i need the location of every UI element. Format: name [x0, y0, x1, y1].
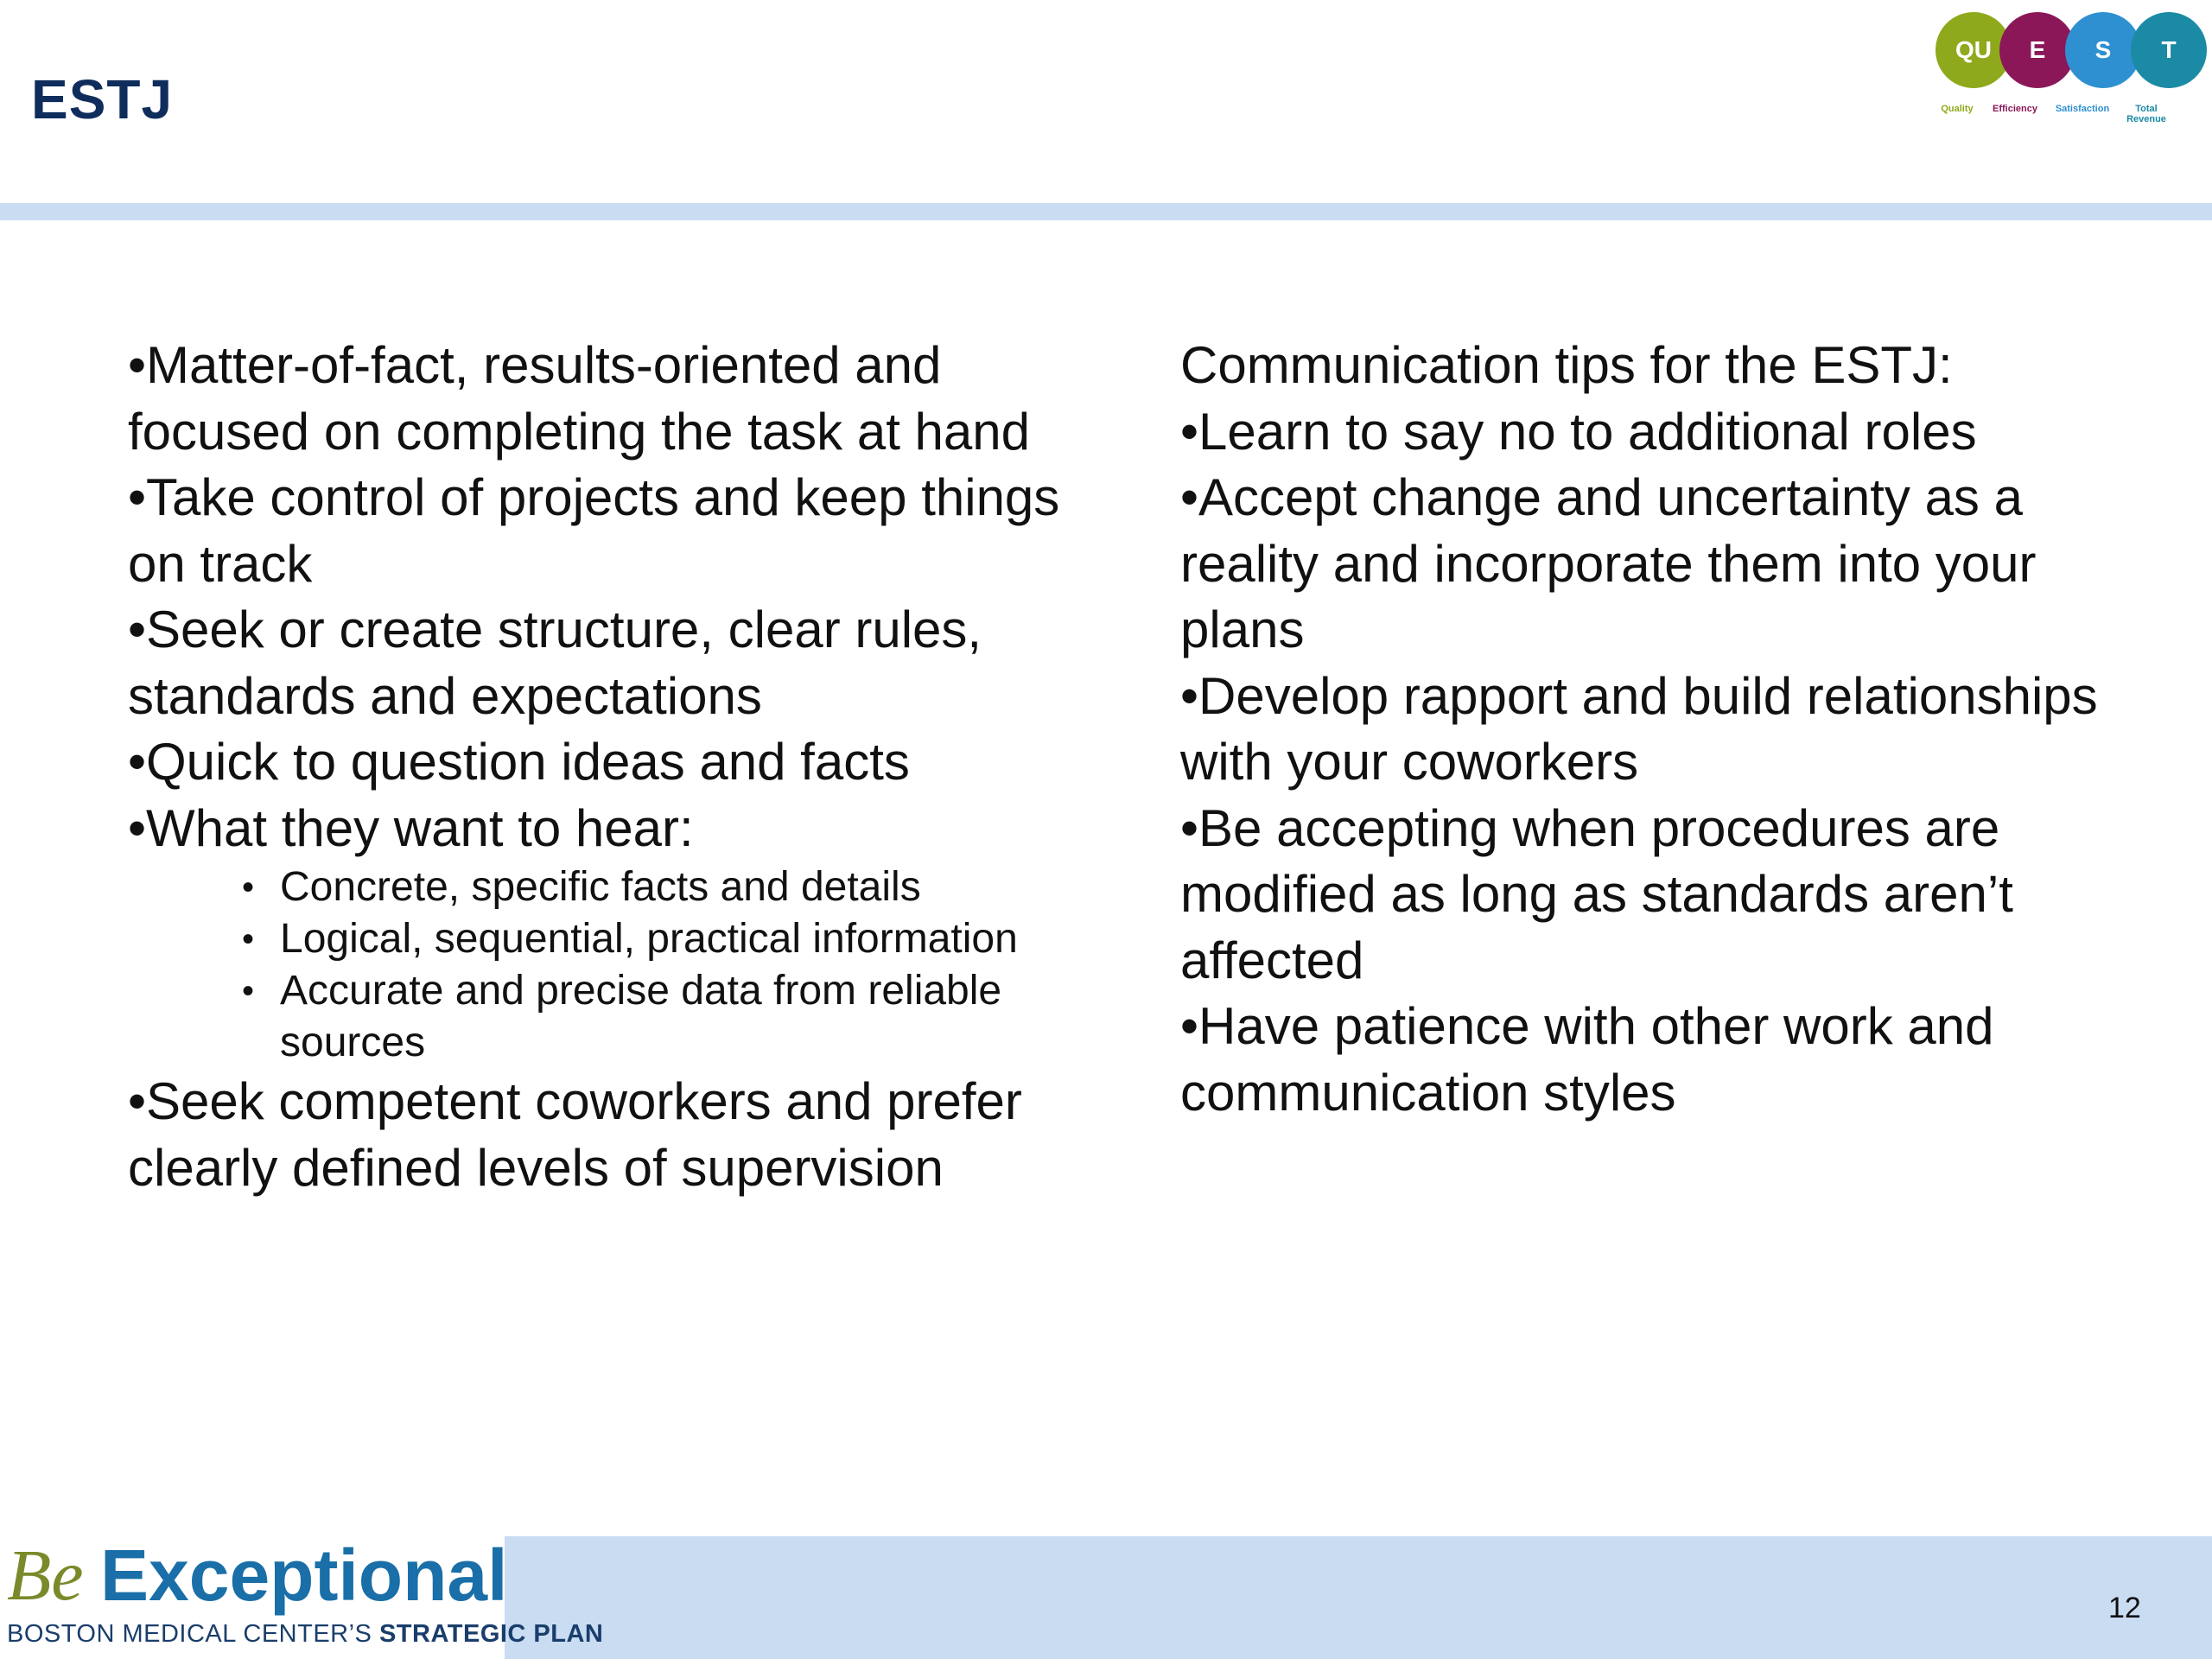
- sub-bullet-list: [128, 861, 1078, 1069]
- sub-bullet: • Concrete, specific facts and details: [128, 861, 1078, 913]
- footer-band: [505, 1536, 2212, 1659]
- left-bullet: •Seek or create structure, clear rules, standards and expectations: [128, 601, 982, 725]
- right-bullet: •Be accepting when procedures are modified as long as standards aren’t affected: [1180, 798, 2013, 989]
- logo-caption-satisfaction: Satisfaction: [2055, 104, 2110, 114]
- bullet-dot-icon: •: [242, 972, 255, 1010]
- right-bullet: •Learn to say no to additional roles: [1180, 402, 1977, 461]
- right-bullet: •Have patience with other work and communication styles: [1180, 997, 1994, 1122]
- logo-circle-revenue: T: [2131, 12, 2207, 88]
- left-bullet: •Seek competent coworkers and prefer clearly defined levels of supervision: [128, 1072, 1022, 1197]
- slide-title: ESTJ: [31, 68, 174, 130]
- page-number: 12: [2108, 1592, 2141, 1624]
- bullet-dot-icon: •: [242, 920, 255, 958]
- left-bullet: •Matter-of-fact, results-oriented and focused on completing the task at hand: [128, 336, 1031, 461]
- brand-exceptional: Exceptional: [100, 1535, 508, 1616]
- logo-circle-efficiency: E: [1999, 12, 2075, 88]
- right-heading: Communication tips for the ESTJ:: [1180, 336, 1953, 394]
- left-bullet: •Quick to question ideas and facts: [128, 733, 910, 791]
- right-column: [1180, 333, 2174, 1126]
- quest-logo: [1927, 7, 2212, 137]
- sub-bullet: • Logical, sequential, practical information: [128, 913, 1078, 965]
- logo-caption-quality: Quality: [1941, 104, 1974, 114]
- right-bullet: •Accept change and uncertainty as a reality and incorporate them into your plans: [1180, 468, 2037, 658]
- left-bullet: •Take control of projects and keep things on track: [128, 468, 1060, 593]
- sub-bullet: • Accurate and precise data from reliable sources: [128, 965, 1078, 1069]
- left-column: [128, 333, 1078, 1201]
- brand-be: Be: [7, 1535, 84, 1616]
- bullet-dot-icon: •: [242, 868, 255, 906]
- brand-subtitle: BOSTON MEDICAL CENTER’S STRATEGIC PLAN: [7, 1620, 604, 1648]
- header-divider: [0, 203, 2212, 220]
- logo-circle-quality: QU: [1936, 12, 2012, 88]
- right-bullet: •Develop rapport and build relationships with your coworkers: [1180, 666, 2098, 791]
- logo-caption-revenue: Total Revenue: [2126, 104, 2166, 124]
- left-bullet: •What they want to hear:: [128, 798, 694, 857]
- logo-circle-satisfaction: S: [2065, 12, 2141, 88]
- logo-caption-efficiency: Efficiency: [1993, 104, 2037, 114]
